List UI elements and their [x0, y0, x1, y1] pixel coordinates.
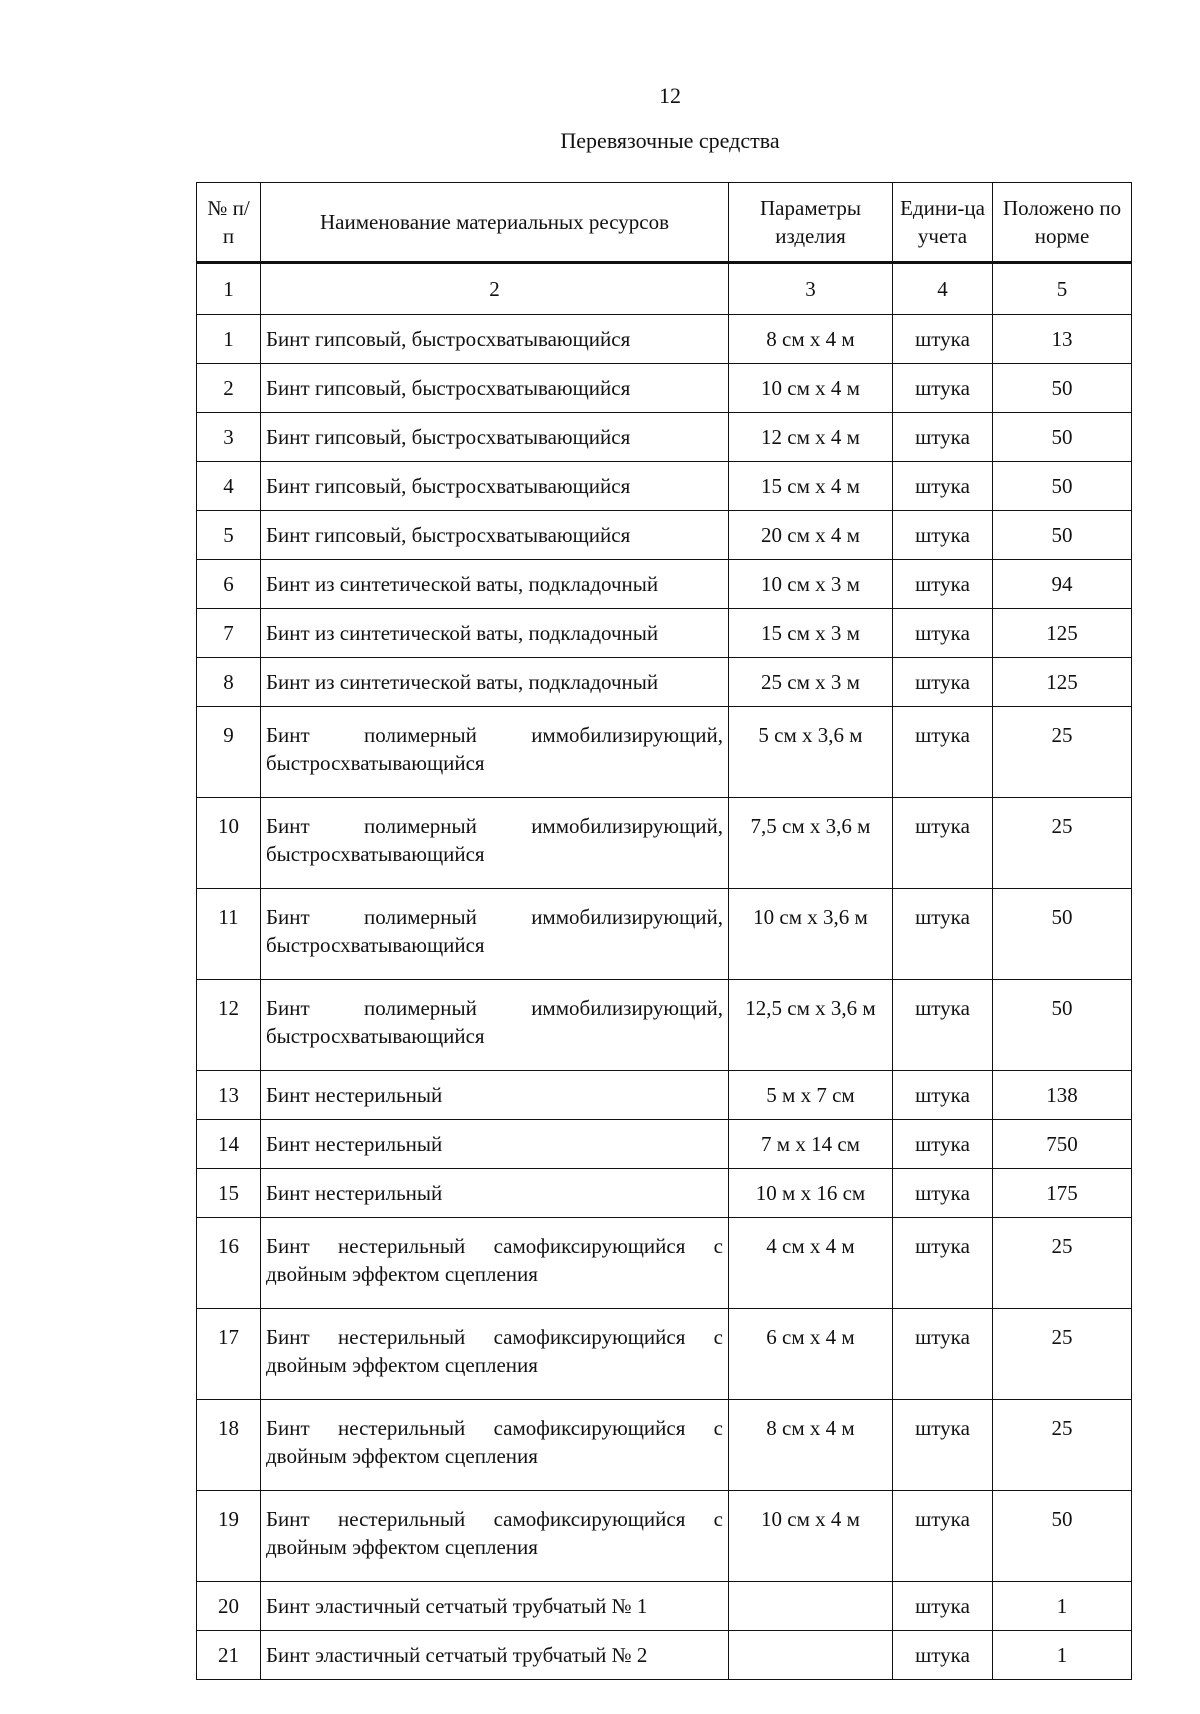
table-row [197, 1309, 1132, 1400]
resource-name-cell: Бинт гипсовый, быстросхватывающийся [261, 315, 729, 364]
parameters-cell: 5 см x 3,6 м [729, 707, 893, 798]
resource-name-cell: Бинт нестерильный самофиксирующийся с двойным эффектом сцепления [261, 1309, 729, 1400]
row-number-cell: 15 [197, 1169, 261, 1218]
resource-name-cell: Бинт нестерильный [261, 1120, 729, 1169]
page-number: 12 [659, 83, 681, 108]
unit-cell: штука [893, 609, 993, 658]
resource-name-cell: Бинт полимерный иммобилизирующий, быстросхватывающийся [261, 889, 729, 980]
row-number-cell: 6 [197, 560, 261, 609]
resource-name-cell: Бинт полимерный иммобилизирующий, быстросхватывающийся [261, 707, 729, 798]
resource-name-cell: Бинт из синтетической ваты, подкладочный [261, 560, 729, 609]
header-cell: Наименование материальных ресурсов [261, 183, 729, 263]
column-number-cell: 2 [261, 263, 729, 315]
column-number-cell: 3 [729, 263, 893, 315]
row-number-cell: 9 [197, 707, 261, 798]
table-row [197, 1218, 1132, 1309]
header-cell: Положено по норме [993, 183, 1132, 263]
table-row [197, 1169, 1132, 1218]
row-number-cell: 11 [197, 889, 261, 980]
unit-cell: штука [893, 1631, 993, 1680]
resource-name-cell: Бинт гипсовый, быстросхватывающийся [261, 462, 729, 511]
unit-cell: штука [893, 315, 993, 364]
unit-cell: штука [893, 1169, 993, 1218]
parameters-cell [729, 1631, 893, 1680]
row-number-cell: 17 [197, 1309, 261, 1400]
parameters-cell: 10 см x 3 м [729, 560, 893, 609]
resource-name-cell: Бинт нестерильный самофиксирующийся с двойным эффектом сцепления [261, 1400, 729, 1491]
column-number-cell: 1 [197, 263, 261, 315]
norm-cell: 50 [993, 413, 1132, 462]
norm-cell: 1 [993, 1631, 1132, 1680]
parameters-cell: 5 м x 7 см [729, 1071, 893, 1120]
parameters-cell [729, 1582, 893, 1631]
resource-name-cell: Бинт нестерильный [261, 1169, 729, 1218]
row-number-cell: 18 [197, 1400, 261, 1491]
table-body [197, 315, 1132, 1680]
parameters-cell: 15 см x 4 м [729, 462, 893, 511]
norm-cell: 25 [993, 1309, 1132, 1400]
table-row [197, 511, 1132, 560]
row-number-cell: 12 [197, 980, 261, 1071]
unit-cell: штука [893, 707, 993, 798]
parameters-cell: 12,5 см x 3,6 м [729, 980, 893, 1071]
resources-table [196, 182, 1132, 1680]
unit-cell: штука [893, 1218, 993, 1309]
unit-cell: штука [893, 364, 993, 413]
row-number-cell: 7 [197, 609, 261, 658]
unit-cell: штука [893, 889, 993, 980]
parameters-cell: 4 см x 4 м [729, 1218, 893, 1309]
norm-cell: 50 [993, 980, 1132, 1071]
norm-cell: 750 [993, 1120, 1132, 1169]
unit-cell: штука [893, 560, 993, 609]
table-row [197, 980, 1132, 1071]
table-header-row [197, 183, 1132, 263]
unit-cell: штука [893, 1120, 993, 1169]
norm-cell: 50 [993, 511, 1132, 560]
parameters-cell: 7 м x 14 см [729, 1120, 893, 1169]
resource-name-cell: Бинт полимерный иммобилизирующий, быстросхватывающийся [261, 798, 729, 889]
table-row [197, 707, 1132, 798]
header-cell: Параметры изделия [729, 183, 893, 263]
unit-cell: штука [893, 1400, 993, 1491]
resource-name-cell: Бинт нестерильный самофиксирующийся с двойным эффектом сцепления [261, 1218, 729, 1309]
column-number-row [197, 263, 1132, 315]
row-number-cell: 8 [197, 658, 261, 707]
parameters-cell: 6 см x 4 м [729, 1309, 893, 1400]
resource-name-cell: Бинт из синтетической ваты, подкладочный [261, 609, 729, 658]
norm-cell: 25 [993, 1400, 1132, 1491]
table-row [197, 889, 1132, 980]
resource-name-cell: Бинт гипсовый, быстросхватывающийся [261, 511, 729, 560]
unit-cell: штука [893, 658, 993, 707]
row-number-cell: 5 [197, 511, 261, 560]
table-row [197, 1400, 1132, 1491]
norm-cell: 25 [993, 707, 1132, 798]
parameters-cell: 8 см x 4 м [729, 315, 893, 364]
row-number-cell: 10 [197, 798, 261, 889]
row-number-cell: 16 [197, 1218, 261, 1309]
parameters-cell: 25 см x 3 м [729, 658, 893, 707]
unit-cell: штука [893, 511, 993, 560]
row-number-cell: 20 [197, 1582, 261, 1631]
norm-cell: 50 [993, 462, 1132, 511]
norm-cell: 175 [993, 1169, 1132, 1218]
resource-name-cell: Бинт эластичный сетчатый трубчатый № 1 [261, 1582, 729, 1631]
unit-cell: штука [893, 1491, 993, 1582]
resource-name-cell: Бинт эластичный сетчатый трубчатый № 2 [261, 1631, 729, 1680]
table-row [197, 315, 1132, 364]
unit-cell: штука [893, 980, 993, 1071]
unit-cell: штука [893, 413, 993, 462]
table-row [197, 462, 1132, 511]
table-row [197, 1582, 1132, 1631]
table-row [197, 1491, 1132, 1582]
unit-cell: штука [893, 1309, 993, 1400]
unit-cell: штука [893, 462, 993, 511]
resource-name-cell: Бинт гипсовый, быстросхватывающийся [261, 413, 729, 462]
parameters-cell: 7,5 см x 3,6 м [729, 798, 893, 889]
resource-name-cell: Бинт полимерный иммобилизирующий, быстросхватывающийся [261, 980, 729, 1071]
parameters-cell: 12 см x 4 м [729, 413, 893, 462]
table-row [197, 658, 1132, 707]
norm-cell: 125 [993, 658, 1132, 707]
row-number-cell: 21 [197, 1631, 261, 1680]
table-row [197, 364, 1132, 413]
parameters-cell: 10 м x 16 см [729, 1169, 893, 1218]
norm-cell: 25 [993, 798, 1132, 889]
unit-cell: штука [893, 1071, 993, 1120]
parameters-cell: 15 см x 3 м [729, 609, 893, 658]
column-number-cell: 5 [993, 263, 1132, 315]
norm-cell: 125 [993, 609, 1132, 658]
header-cell: № п/п [197, 183, 261, 263]
table-row [197, 1120, 1132, 1169]
norm-cell: 94 [993, 560, 1132, 609]
norm-cell: 50 [993, 364, 1132, 413]
row-number-cell: 14 [197, 1120, 261, 1169]
unit-cell: штука [893, 798, 993, 889]
parameters-cell: 20 см x 4 м [729, 511, 893, 560]
resource-name-cell: Бинт из синтетической ваты, подкладочный [261, 658, 729, 707]
table-row [197, 798, 1132, 889]
row-number-cell: 4 [197, 462, 261, 511]
norm-cell: 50 [993, 1491, 1132, 1582]
parameters-cell: 10 см x 4 м [729, 1491, 893, 1582]
parameters-cell: 8 см x 4 м [729, 1400, 893, 1491]
document-title: Перевязочные средства [560, 128, 780, 153]
row-number-cell: 13 [197, 1071, 261, 1120]
parameters-cell: 10 см x 3,6 м [729, 889, 893, 980]
norm-cell: 25 [993, 1218, 1132, 1309]
norm-cell: 13 [993, 315, 1132, 364]
resource-name-cell: Бинт нестерильный самофиксирующийся с двойным эффектом сцепления [261, 1491, 729, 1582]
table-row [197, 1631, 1132, 1680]
norm-cell: 138 [993, 1071, 1132, 1120]
norm-cell: 1 [993, 1582, 1132, 1631]
table-row [197, 1071, 1132, 1120]
parameters-cell: 10 см x 4 м [729, 364, 893, 413]
row-number-cell: 3 [197, 413, 261, 462]
row-number-cell: 2 [197, 364, 261, 413]
norm-cell: 50 [993, 889, 1132, 980]
resource-name-cell: Бинт гипсовый, быстросхватывающийся [261, 364, 729, 413]
column-number-cell: 4 [893, 263, 993, 315]
table-row [197, 413, 1132, 462]
row-number-cell: 19 [197, 1491, 261, 1582]
row-number-cell: 1 [197, 315, 261, 364]
resource-name-cell: Бинт нестерильный [261, 1071, 729, 1120]
unit-cell: штука [893, 1582, 993, 1631]
table-row [197, 560, 1132, 609]
header-cell: Едини-ца учета [893, 183, 993, 263]
table-row [197, 609, 1132, 658]
